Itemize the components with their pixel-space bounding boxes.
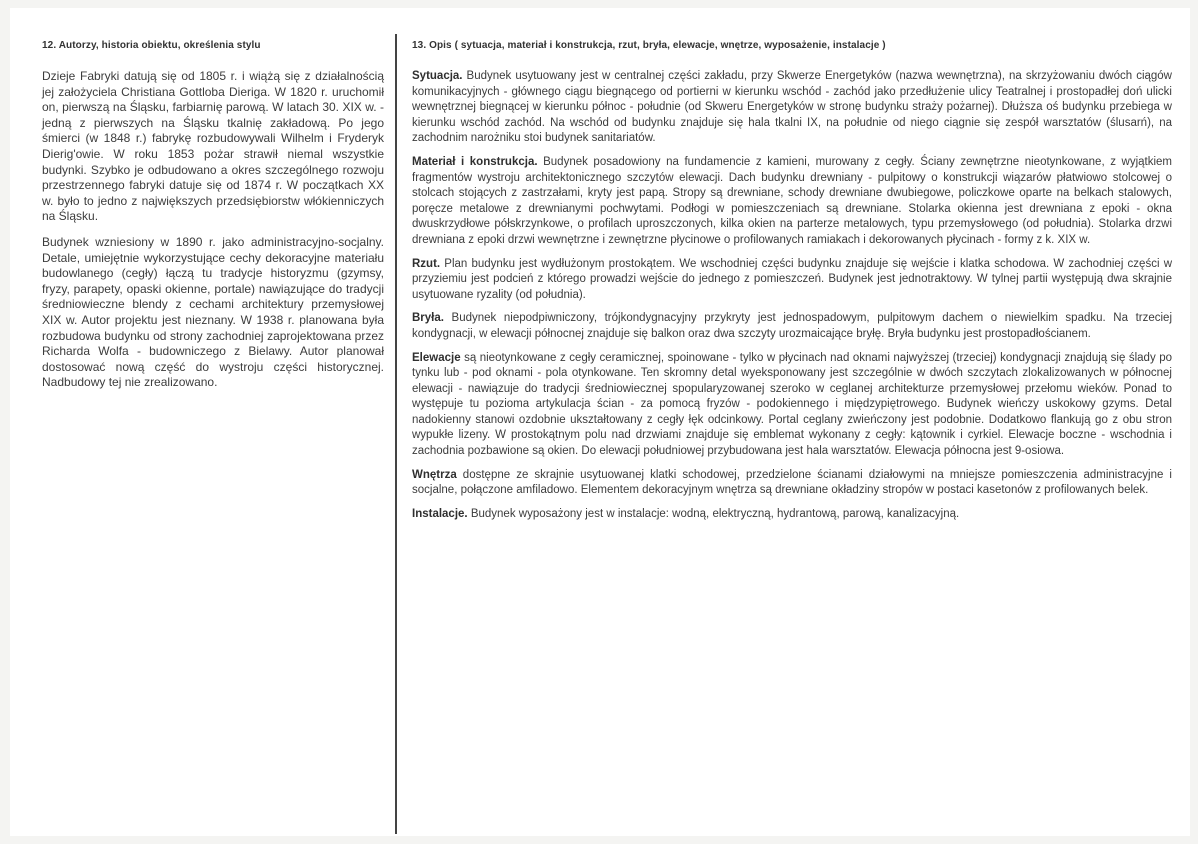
history-paragraph-2: Budynek wzniesiony w 1890 r. jako administracyjno-socjalny. Detale, umiejętnie wykorzystujące cechy dekoracyjne materiału budowlanego (cegły) łączą tu tradycje historyzmu (gzymsy, fryzy, parapety, opaski okienne, portale) nawiązujące do tradycji średniowieczne blendy z cechami architektury przemysłowej XIX w. Autor projektu jest nieznany. W 1938 r. planowana była rozbudowa budynku od strony zachodniej zaprojektowana przez Richarda Wolfa - budowniczego z Bielawy. Autor planował dostosować nową część do wystroju części historycznej. Nadbudowy tej nie zrealizowano. xyxy=(42,234,384,390)
description-plan xyxy=(412,257,1172,304)
interiors-label: Wnętrza xyxy=(412,468,457,481)
material-label: Materiał i konstrukcja. xyxy=(412,155,538,168)
form-label: Bryła. xyxy=(412,312,444,325)
form-text: Budynek niepodpiwniczony, trójkondygnacyjny przykryty jest jednospadowym, pulpitowym dachem o niewielkim spadku. Na trzeciej kondygnacji, w elewacji północnej znajduje się balkon oraz dwa szczyty urozmaicające bryłę. Bryła budynku jest prostopadłościanem. xyxy=(412,312,1172,340)
right-column xyxy=(412,40,1172,530)
description-interiors xyxy=(412,468,1172,499)
section-heading-12: 12. Autorzy, historia obiektu, określenia stylu xyxy=(42,40,261,51)
plan-label: Rzut. xyxy=(412,257,441,270)
interiors-text: dostępne ze skrajnie usytuowanej klatki schodowej, przedzielone ścianami działowymi na mniejsze pomieszczenia administracyjne i socjalne, połączone amfiladowo. Elementem dekoracyjnym wnętrza są drewniane okładziny stropów w postaci kasetonów z profilowanych belek. xyxy=(412,468,1172,497)
column-divider xyxy=(395,34,397,834)
description-elevations xyxy=(412,351,1172,460)
section-heading-13: 13. Opis ( sytuacja, materiał i konstrukcja, rzut, bryła, elewacje, wnętrze, wyposażenie, instalacje ) xyxy=(412,40,886,51)
left-column xyxy=(42,40,384,401)
installations-label: Instalacje. xyxy=(412,507,468,520)
description-material xyxy=(412,155,1172,249)
situation-text: Budynek usytuowany jest w centralnej części zakładu, przy Skwerze Energetyków (nazwa wewnętrzna), na skrzyżowaniu dwóch ciągów komunikacyjnych - głównego ciągu biegnącego od portierni w kierunku wschód - zachód jako przedłużenie ulicy Teatralnej i prostopadłej doń ulicki wewnętrznej biegnącej w kierunku północ - południe (od Skweru Energetyków w stronę budynku straży pożarnej). Dłuższa oś budynku przebiega w kierunku wschód zachód. Na wschód od budynku znajduje się hala tkalni IX, na południe od niego ciągnie się zespół warsztatów (ślusarń), na zachodnim narożniku stoi budynek sanitariatów. xyxy=(412,70,1172,145)
document-sheet xyxy=(10,8,1190,836)
description-form xyxy=(412,311,1172,342)
history-paragraph-1: Dzieje Fabryki datują się od 1805 r. i wiążą się z działalnością jej założyciela Christiana Gottloba Dieriga. W 1820 r. uruchomił on, pierwszą na Śląsku, farbiarnię parową. W latach 30. XIX w. - jedną z pierwszych na Śląsku tkalnię zakładową. Po jego śmierci (w 1848 r.) fabrykę rozbudowywali Wilhelm i Fryderyk Dierig'owie. W roku 1853 pożar strawił niemal wszystkie budynki. Szybko je odbudowano a okres szczególnego rozwoju przestrzennego fabryki datuje się od 1874 r. W początkach XX w. było to jedno z największych przedsiębiorstw włókienniczych na Śląsku. xyxy=(42,69,384,224)
elevations-text: są nieotynkowane z cegły ceramicznej, spoinowane - tylko w płycinach nad oknami najwyższej (trzeciej) kondygnacji znajdują się ślady po tynku lub - pod oknami - pola otynkowane. Ten skromny detal wyeksponowany jest szczególnie w dwóch szczytach zlokalizowanych w północnej elewacji - nawiązuje do tradycji średniowiecznej spopularyzowanej szeroko w ceglanej architekturze przemysłowej przełomu wieków. Ponad to występuje tu pozioma artykulacja ścian - za pomocą fryzów - podokiennego i międzypiętrowego. Budynek wieńczy uskokowy gzyms. Detal nadokienny stanowi ozdobnie ukształtowany z cegły łęk odcinkowy. Portal ceglany zwieńczony jest podobnie. Dodatkowo flankują go z obu stron wypukłe lizeny. W prostokątnym polu nad drzwiami znajduje się emblemat wykonany z cegły: kątownik i cyrkiel. Elewacje boczne - wschodnia i zachodnia pozbawione są okien. Do elewacji południowej przybudowana jest hala warsztatów. Elewacja północna jest 9-osiowa. xyxy=(412,351,1172,458)
situation-label: Sytuacja. xyxy=(412,70,463,82)
plan-text: Plan budynku jest wydłużonym prostokątem. We wschodniej części budynku znajduje się wejście i klatka schodowa. W zachodniej części w przyziemiu jest podcień z którego prowadzi wejście do jednego z pomieszczeń. Budynek jest jednotraktowy. W tylnej partii występują dwa skrajnie usytuowane ryzality (od południa). xyxy=(412,257,1172,301)
material-text: Budynek posadowiony na fundamencie z kamieni, murowany z cegły. Ściany zewnętrzne nieotynkowane, z wyjątkiem fragmentów wystroju architektonicznego szczytów elewacji. Dach budynku drewniany - pulpitowy o konstrukcji wiązarów płatwiowo stolcowej o stolcach stojących z zastrzałami, kryty jest papą. Stropy są drewniane, schody drewniane dwubiegowe, policzkowe oparte na belkach stalowych, poręcze metalowe z drewnianymi pochwytami. Podłogi w pomieszczeniach są drewniane. Stolarka okienna jest drewniana z epoki - okna dwuskrzydłowe półskrzynkowe, o profilach uproszczonych, kilka okien na parterze metalowych, typu przemysłowego (od południa). Stolarka drzwi drewniana z epoki drzwi wewnętrzne i zewnętrzne płycinowe o profilowanych ramiakach i dekorowanych płycinach - formy z k. XIX w. xyxy=(412,155,1172,246)
description-situation xyxy=(412,69,1172,147)
elevations-label: Elewacje xyxy=(412,351,461,364)
description-installations xyxy=(412,507,1172,523)
installations-text: Budynek wyposażony jest w instalacje: wodną, elektryczną, hydrantową, parową, kanalizacyjną. xyxy=(467,507,960,520)
